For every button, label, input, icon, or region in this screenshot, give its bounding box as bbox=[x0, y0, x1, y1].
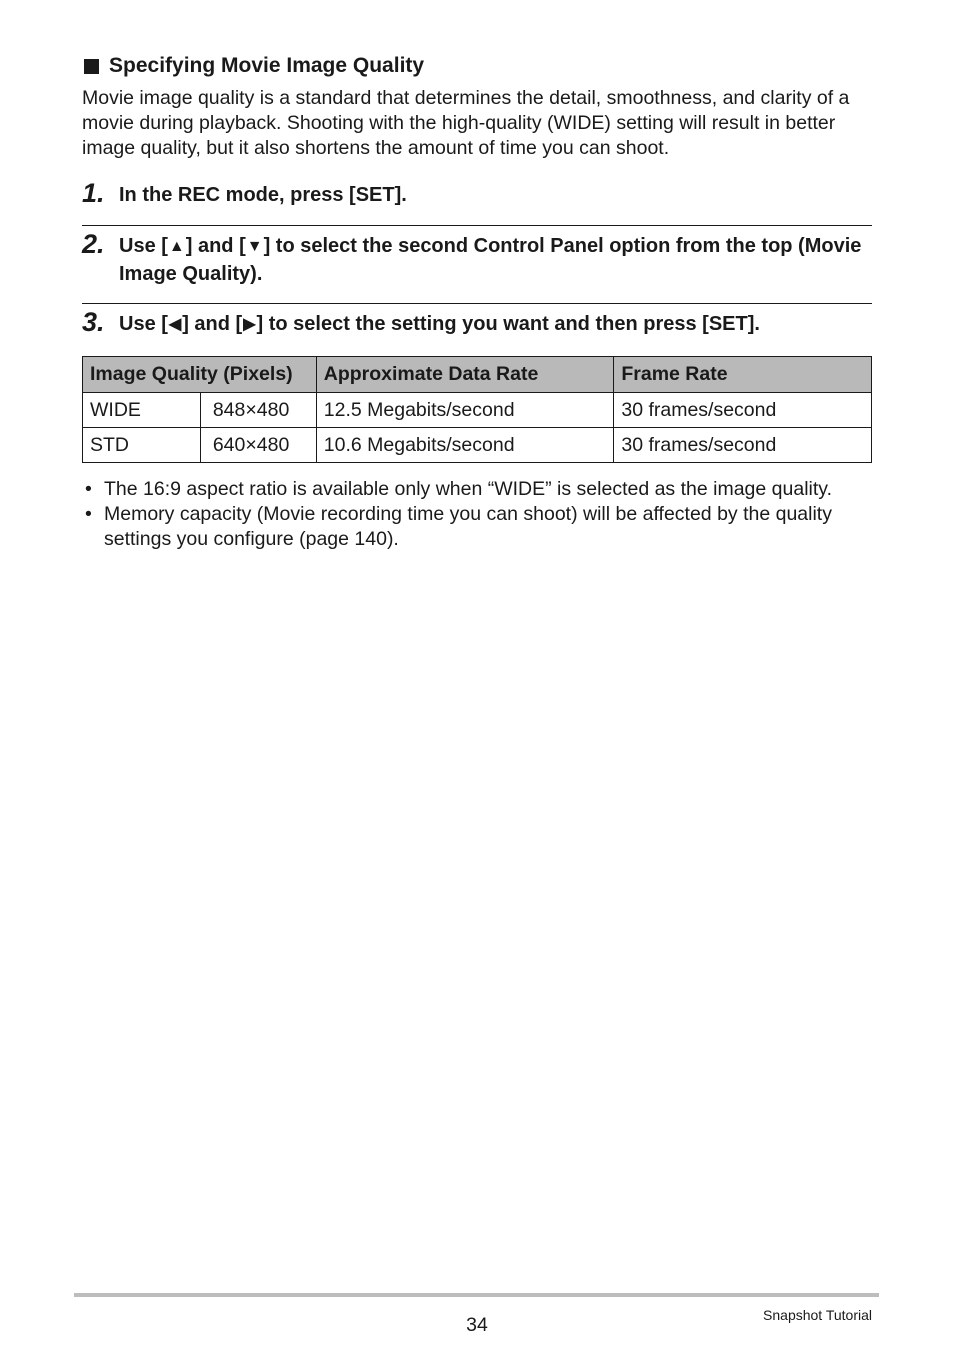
step-1 bbox=[82, 180, 872, 209]
quality-cell: STD bbox=[83, 428, 201, 463]
header-data-rate: Approximate Data Rate bbox=[316, 357, 614, 393]
header-frame-rate: Frame Rate bbox=[614, 357, 872, 393]
footer-divider bbox=[74, 1293, 879, 1297]
table-row bbox=[83, 428, 872, 463]
data-rate-cell: 12.5 Megabits/second bbox=[316, 393, 614, 428]
step-text: Use [◀] and [▶] to select the setting you want and then press [SET]. bbox=[119, 313, 760, 335]
pixels-cell: 848×480 bbox=[200, 393, 316, 428]
list-item: • Memory capacity (Movie recording time you can shoot) will be affected by the quality settings you configure (page 140). bbox=[85, 503, 832, 550]
notes-list bbox=[82, 477, 872, 552]
table-header-row bbox=[83, 357, 872, 393]
down-arrow-icon: ▼ bbox=[246, 238, 263, 255]
frame-rate-cell: 30 frames/second bbox=[614, 428, 872, 463]
bullet-icon: • bbox=[85, 478, 92, 500]
step-divider bbox=[82, 303, 872, 304]
quality-cell: WIDE bbox=[83, 393, 201, 428]
table-row bbox=[83, 393, 872, 428]
step-number: 1. bbox=[82, 178, 105, 208]
step-text: Use [▲] and [▼] to select the second Control Panel option from the top (Movie Image Quality). bbox=[119, 235, 862, 285]
section-heading bbox=[82, 54, 424, 78]
page-number: 34 bbox=[466, 1314, 488, 1336]
right-arrow-icon: ▶ bbox=[243, 316, 256, 333]
up-arrow-icon: ▲ bbox=[168, 238, 185, 255]
frame-rate-cell: 30 frames/second bbox=[614, 393, 872, 428]
square-bullet-icon bbox=[84, 59, 99, 74]
section-title: Specifying Movie Image Quality bbox=[109, 54, 425, 77]
image-quality-table bbox=[82, 356, 872, 463]
left-arrow-icon: ◀ bbox=[168, 316, 182, 333]
step-text: In the REC mode, press [SET]. bbox=[119, 184, 407, 206]
list-item: • The 16:9 aspect ratio is available only when “WIDE” is selected as the image quality. bbox=[85, 478, 832, 500]
step-number: 3. bbox=[82, 307, 105, 337]
data-rate-cell: 10.6 Megabits/second bbox=[316, 428, 614, 463]
step-divider bbox=[82, 225, 872, 226]
step-3 bbox=[82, 309, 872, 339]
header-image-quality: Image Quality (Pixels) bbox=[83, 357, 317, 393]
step-2 bbox=[82, 231, 872, 288]
footer-section-label: Snapshot Tutorial bbox=[763, 1307, 872, 1323]
bullet-icon: • bbox=[85, 503, 92, 525]
intro-paragraph: Movie image quality is a standard that determines the detail, smoothness, and clarity of a movie during playback. Shooting with the high-quality (WIDE) setting will result in better image quality, but it also shortens the amount of time you can shoot. bbox=[82, 87, 850, 159]
step-number: 2. bbox=[82, 229, 105, 259]
pixels-cell: 640×480 bbox=[200, 428, 316, 463]
